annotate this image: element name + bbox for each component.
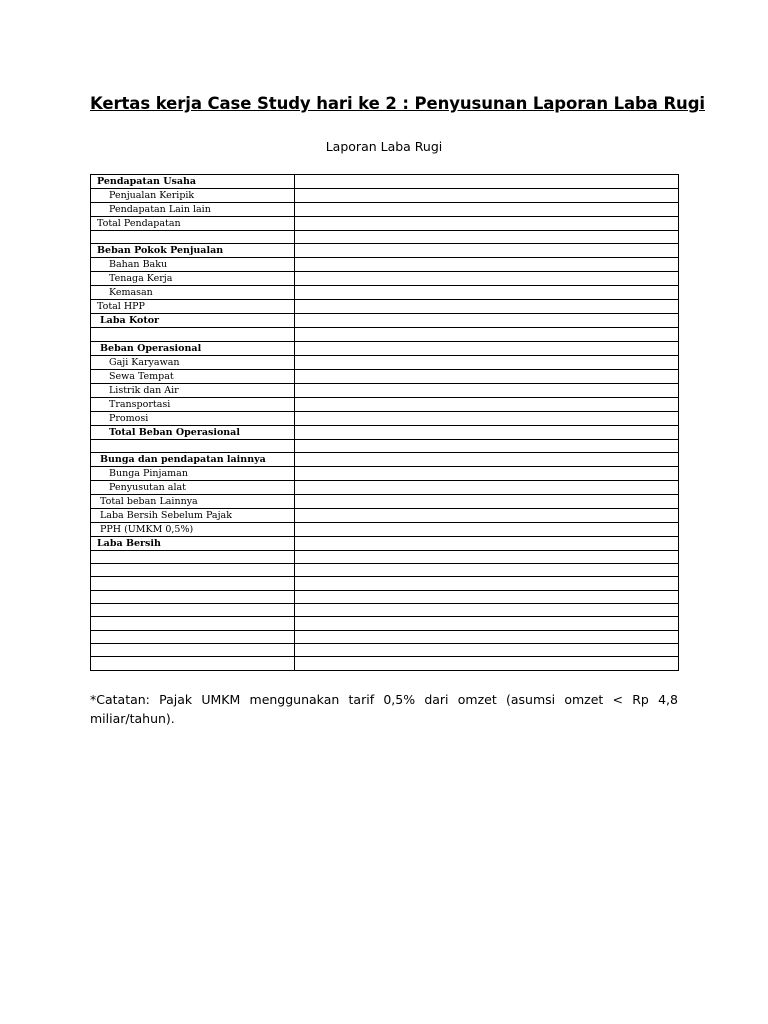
- row-label: Penjualan Keripik: [91, 189, 295, 203]
- table-row: [91, 341, 679, 355]
- row-label: PPH (UMKM 0,5%): [91, 522, 295, 536]
- row-label: [91, 550, 295, 563]
- row-label: Listrik dan Air: [91, 383, 295, 397]
- row-value-cell[interactable]: [295, 508, 679, 522]
- document-title: Kertas kerja Case Study hari ke 2 : Penyusunan Laporan Laba Rugi: [90, 94, 705, 113]
- row-label: Pendapatan Usaha: [91, 175, 295, 189]
- table-row: [91, 383, 679, 397]
- table-row: [91, 397, 679, 411]
- table-row: [91, 604, 679, 617]
- row-value-cell[interactable]: [295, 630, 679, 643]
- table-row: [91, 203, 679, 217]
- row-value-cell[interactable]: [295, 564, 679, 577]
- row-label: [91, 617, 295, 630]
- row-value-cell[interactable]: [295, 244, 679, 258]
- income-statement-body: [91, 175, 679, 671]
- row-value-cell[interactable]: [295, 536, 679, 550]
- row-label: [91, 328, 295, 341]
- row-value-cell[interactable]: [295, 341, 679, 355]
- table-row: [91, 286, 679, 300]
- row-value-cell[interactable]: [295, 604, 679, 617]
- table-row: [91, 369, 679, 383]
- row-label: [91, 564, 295, 577]
- row-label: Laba Bersih: [91, 536, 295, 550]
- row-label: [91, 231, 295, 244]
- row-label: Total beban Lainnya: [91, 494, 295, 508]
- row-label: Bahan Baku: [91, 258, 295, 272]
- table-row: [91, 425, 679, 439]
- row-value-cell[interactable]: [295, 577, 679, 590]
- row-label: [91, 643, 295, 656]
- table-row: [91, 508, 679, 522]
- row-value-cell[interactable]: [295, 258, 679, 272]
- row-label: Laba Kotor: [91, 314, 295, 328]
- table-row: [91, 522, 679, 536]
- table-row: [91, 536, 679, 550]
- row-label: Beban Pokok Penjualan: [91, 244, 295, 258]
- table-row: [91, 328, 679, 341]
- table-row: [91, 466, 679, 480]
- table-row: [91, 258, 679, 272]
- row-value-cell[interactable]: [295, 175, 679, 189]
- row-label: [91, 630, 295, 643]
- table-row: [91, 244, 679, 258]
- table-row: [91, 590, 679, 603]
- table-row: [91, 643, 679, 656]
- table-row: [91, 231, 679, 244]
- row-label: [91, 439, 295, 452]
- row-value-cell[interactable]: [295, 369, 679, 383]
- row-value-cell[interactable]: [295, 328, 679, 341]
- row-label: Bunga dan pendapatan lainnya: [91, 452, 295, 466]
- row-label: Promosi: [91, 411, 295, 425]
- row-label: Laba Bersih Sebelum Pajak: [91, 508, 295, 522]
- row-value-cell[interactable]: [295, 439, 679, 452]
- table-row: [91, 494, 679, 508]
- table-row: [91, 452, 679, 466]
- table-row: [91, 314, 679, 328]
- row-value-cell[interactable]: [295, 286, 679, 300]
- row-value-cell[interactable]: [295, 189, 679, 203]
- row-label: [91, 590, 295, 603]
- row-label: Kemasan: [91, 286, 295, 300]
- table-row: [91, 217, 679, 231]
- row-value-cell[interactable]: [295, 643, 679, 656]
- row-value-cell[interactable]: [295, 355, 679, 369]
- table-row: [91, 480, 679, 494]
- row-value-cell[interactable]: [295, 300, 679, 314]
- table-row: [91, 300, 679, 314]
- row-label: Tenaga Kerja: [91, 272, 295, 286]
- row-label: Beban Operasional: [91, 341, 295, 355]
- row-value-cell[interactable]: [295, 383, 679, 397]
- row-label: Bunga Pinjaman: [91, 466, 295, 480]
- row-value-cell[interactable]: [295, 411, 679, 425]
- table-row: [91, 411, 679, 425]
- income-statement-table: [90, 174, 679, 671]
- row-label: Total Pendapatan: [91, 217, 295, 231]
- row-value-cell[interactable]: [295, 480, 679, 494]
- table-row: [91, 564, 679, 577]
- row-label: Gaji Karyawan: [91, 355, 295, 369]
- row-value-cell[interactable]: [295, 217, 679, 231]
- row-label: Penyusutan alat: [91, 480, 295, 494]
- row-value-cell[interactable]: [295, 452, 679, 466]
- row-value-cell[interactable]: [295, 494, 679, 508]
- row-label: [91, 577, 295, 590]
- row-value-cell[interactable]: [295, 522, 679, 536]
- row-value-cell[interactable]: [295, 590, 679, 603]
- row-label: Total Beban Operasional: [91, 425, 295, 439]
- table-row: [91, 657, 679, 670]
- row-value-cell[interactable]: [295, 550, 679, 563]
- row-label: Total HPP: [91, 300, 295, 314]
- tax-note: *Catatan: Pajak UMKM menggunakan tarif 0,5% dari omzet (asumsi omzet < Rp 4,8 miliar/tahun).: [90, 692, 678, 726]
- table-row: [91, 355, 679, 369]
- row-value-cell[interactable]: [295, 314, 679, 328]
- table-row: [91, 189, 679, 203]
- row-value-cell[interactable]: [295, 617, 679, 630]
- report-subtitle: Laporan Laba Rugi: [325, 139, 443, 154]
- row-value-cell[interactable]: [295, 397, 679, 411]
- row-value-cell[interactable]: [295, 231, 679, 244]
- row-label: Sewa Tempat: [91, 369, 295, 383]
- table-row: [91, 630, 679, 643]
- row-label: Transportasi: [91, 397, 295, 411]
- table-row: [91, 272, 679, 286]
- row-value-cell[interactable]: [295, 203, 679, 217]
- table-row: [91, 550, 679, 563]
- table-row: [91, 175, 679, 189]
- row-value-cell[interactable]: [295, 272, 679, 286]
- row-label: Pendapatan Lain lain: [91, 203, 295, 217]
- row-value-cell[interactable]: [295, 657, 679, 670]
- row-value-cell[interactable]: [295, 466, 679, 480]
- row-label: [91, 604, 295, 617]
- table-row: [91, 577, 679, 590]
- table-row: [91, 439, 679, 452]
- row-label: [91, 657, 295, 670]
- table-row: [91, 617, 679, 630]
- row-value-cell[interactable]: [295, 425, 679, 439]
